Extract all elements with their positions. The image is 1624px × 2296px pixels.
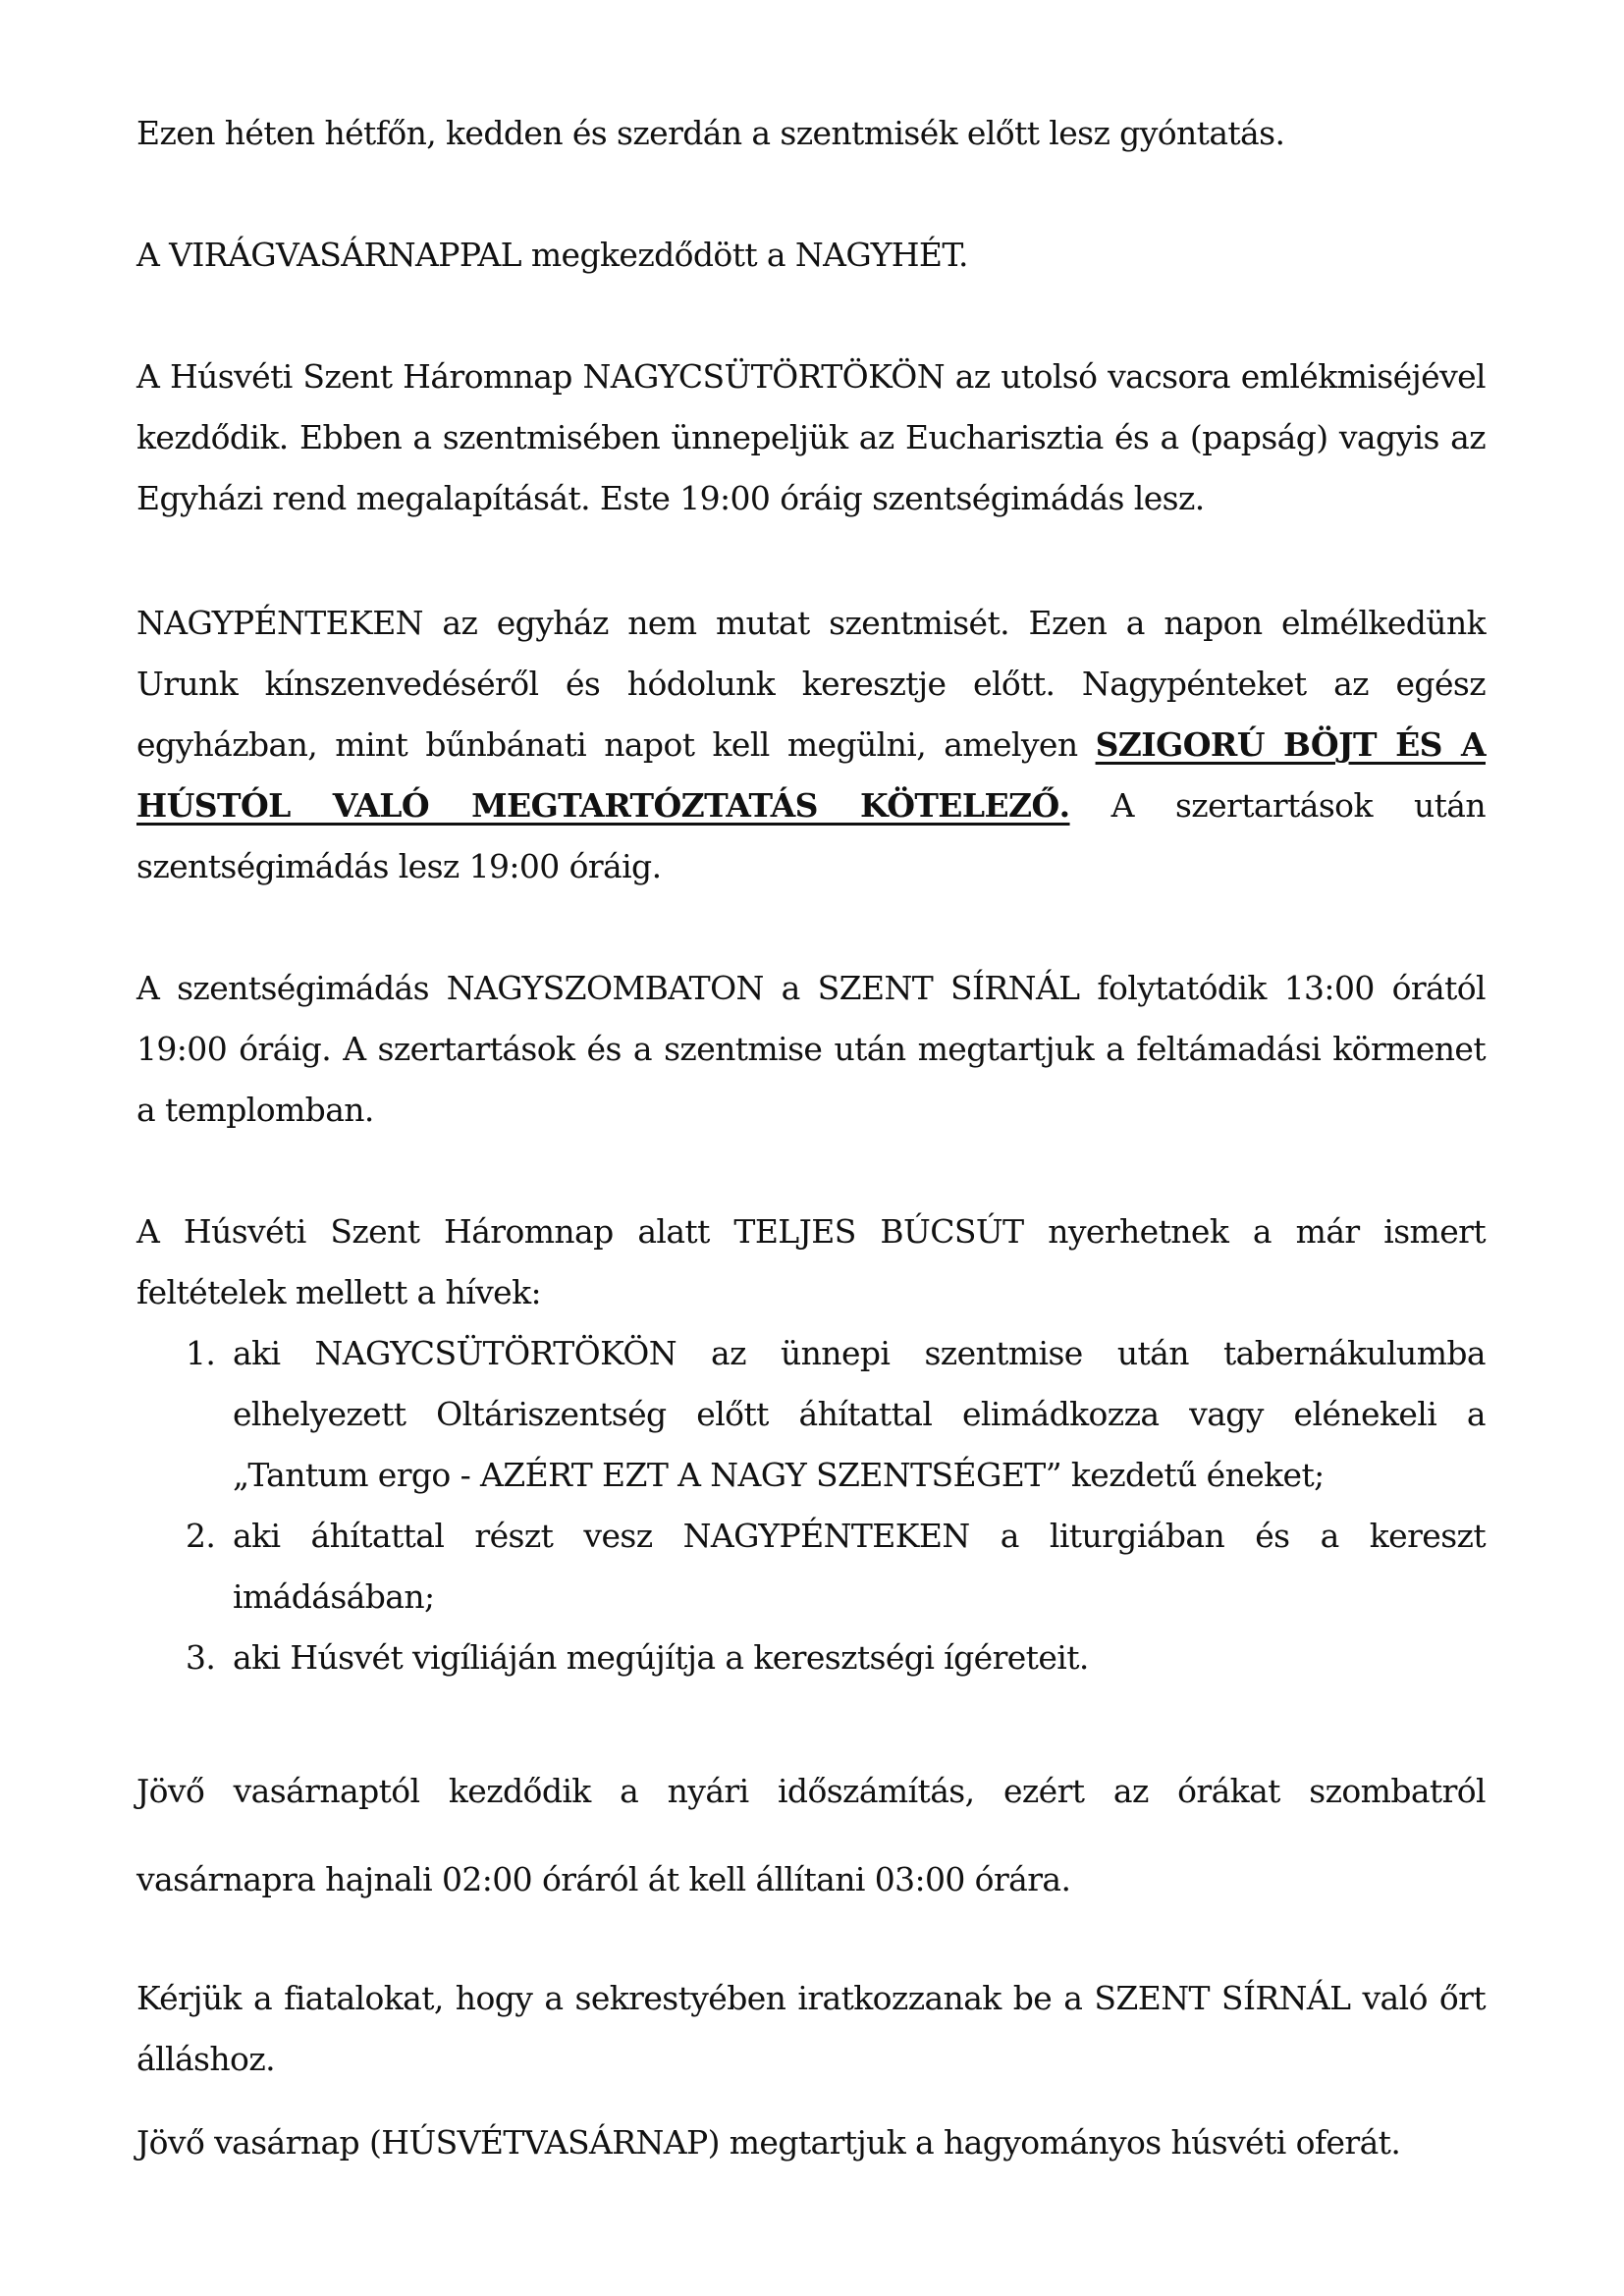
list-item [136, 1506, 1486, 1628]
list-item [136, 1628, 1486, 1688]
list-item-text: aki NAGYCSÜTÖRTÖKÖN az ünnepi szentmise után tabernákulumba elhelyezett Oltáriszentség előtt áhítattal elimádkozza vagy elénekeli a „Tantum ergo - AZÉRT EZT A NAGY SZENTSÉGET” kezdetű éneket; [233, 1334, 1486, 1494]
good-friday-text: NAGYPÉNTEKEN az egyház nem mutat szentmisét. Ezen a napon elmélkedünk Urunk kínszenvedéséről és hódolunk keresztje előtt. Nagypénteket az egész egyházban, mint bűnbánati napot kell megülni, amelyen [136, 604, 1486, 764]
list-item-number: 1. [186, 1334, 216, 1372]
list-item-text: aki Húsvét vigíliáján megújítja a keresztségi ígéreteit. [233, 1638, 1089, 1677]
paragraph-holy-thursday: A Húsvéti Szent Háromnap NAGYCSÜTÖRTÖKÖN az utolsó vacsora emlékmiséjével kezdődik. Ebben a szentmisében ünnepeljük az Eucharisztia és a (papság) vagyis az Egyházi rend megalapítását. Este 19:00 óráig szentségimádás lesz. [136, 357, 1486, 517]
list-item-text: aki áhítattal részt vesz NAGYPÉNTEKEN a liturgiában és a kereszt imádásában; [233, 1517, 1486, 1616]
indulgence-conditions-list [136, 1323, 1486, 1688]
paragraph-holy-week: A VIRÁGVASÁRNAPPAL megkezdődött a NAGYHÉT. [136, 236, 968, 274]
list-item [136, 1323, 1486, 1506]
paragraph-good-friday [136, 593, 1486, 897]
list-item-number: 3. [186, 1638, 216, 1677]
paragraph-confession: Ezen héten hétfőn, kedden és szerdán a szentmisék előtt lesz gyóntatás. [136, 114, 1285, 152]
paragraph-easter-offering: Jövő vasárnap (HÚSVÉTVASÁRNAP) megtartjuk a hagyományos húsvéti oferát. [136, 2123, 1401, 2162]
list-item-number: 2. [186, 1517, 216, 1555]
paragraph-daylight-saving: Jövő vasárnaptól kezdődik a nyári időszámítás, ezért az órákat szombatról vasárnapra hajnali 02:00 óráról át kell állítani 03:00 órára. [136, 1772, 1486, 1898]
paragraph-holy-saturday: A szentségimádás NAGYSZOMBATON a SZENT SÍRNÁL folytatódik 13:00 órától 19:00 óráig. A szertartások és a szentmise után megtartjuk a feltámadási körmenet a templomban. [136, 969, 1486, 1129]
fasting-obligation-emphasis: SZIGORÚ BÖJT ÉS A HÚSTÓL VALÓ MEGTARTÓZTATÁS KÖTELEZŐ. [136, 725, 1486, 825]
paragraph-tomb-guard: Kérjük a fiatalokat, hogy a sekrestyében iratkozzanak be a SZENT SÍRNÁL való őrt álláshoz. [136, 1979, 1486, 2078]
good-friday-text-after: A szertartások után szentségimádás lesz 19:00 óráig. [136, 786, 1486, 885]
paragraph-plenary-indulgence: A Húsvéti Szent Háromnap alatt TELJES BÚCSÚT nyerhetnek a már ismert feltételek mellett a hívek: [136, 1212, 1486, 1311]
